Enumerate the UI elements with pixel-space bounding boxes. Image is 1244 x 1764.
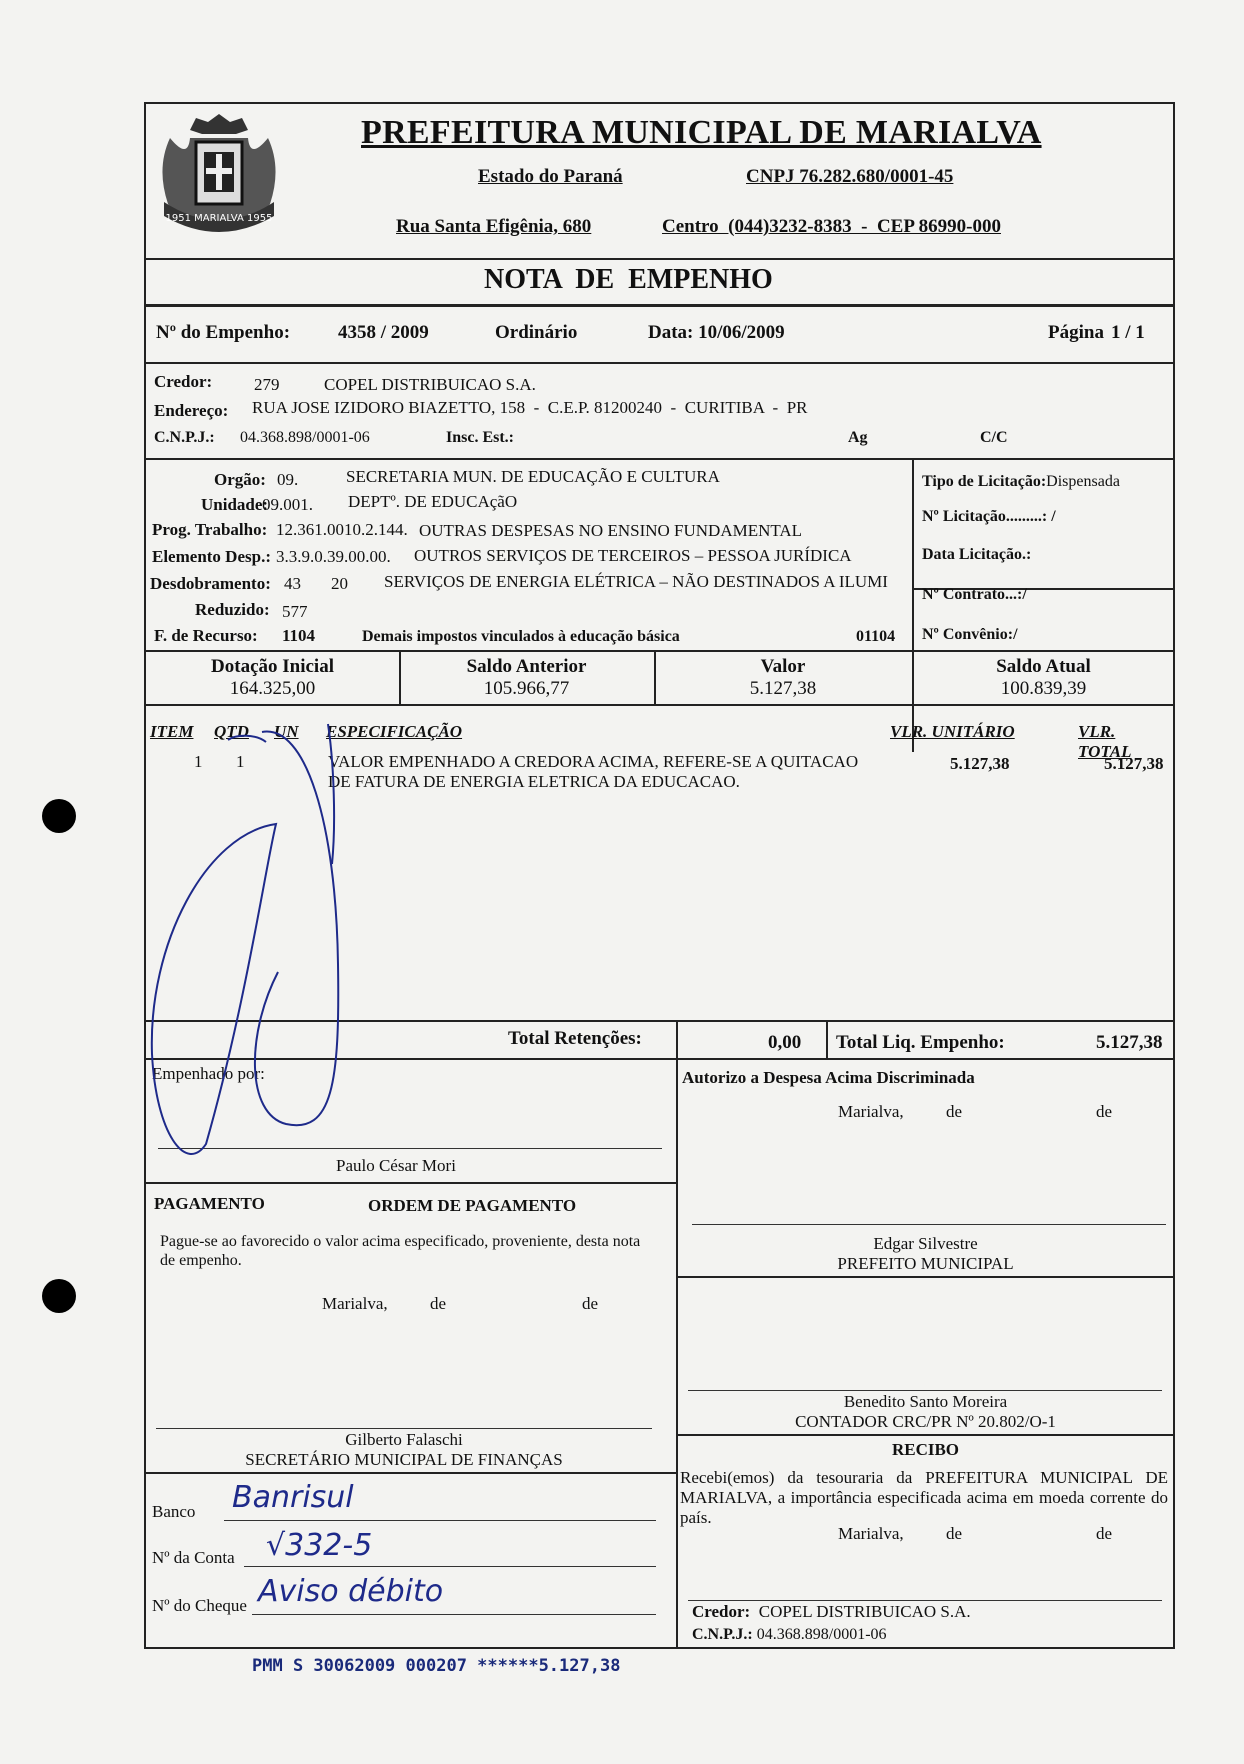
recibo-texto: Recebi(emos) da tesouraria da PREFEITURA MUNICIPAL DE MARIALVA, a importância especificada acima em moeda corrente do país. bbox=[680, 1468, 1168, 1527]
contador-cargo: CONTADOR CRC/PR Nº 20.802/O-1 bbox=[795, 1412, 1056, 1431]
fonte-code: 1104 bbox=[282, 626, 316, 645]
recibo-de2: de bbox=[1096, 1524, 1113, 1543]
item-number: 1 bbox=[194, 752, 203, 771]
empenhado-por-nome: Paulo César Mori bbox=[336, 1156, 456, 1175]
item-espec-line2: DE FATURA DE ENERGIA ELETRICA DA EDUCACAO. bbox=[328, 772, 740, 791]
pagamento-de1: de bbox=[430, 1294, 447, 1313]
ordem-pagamento-label: ORDEM DE PAGAMENTO bbox=[368, 1196, 577, 1215]
col-vlr-total: VLR. TOTAL bbox=[1078, 722, 1132, 761]
item-vlr-total: 5.127,38 bbox=[1104, 754, 1164, 773]
cheque-label: Nº do Cheque bbox=[152, 1596, 247, 1615]
elemento-label: Elemento Desp.: bbox=[152, 547, 271, 566]
recibo-cnpj-value: 04.368.898/0001-06 bbox=[756, 1626, 887, 1643]
pagamento-cargo: SECRETÁRIO MUNICIPAL DE FINANÇAS bbox=[245, 1450, 563, 1469]
header-cnpj: CNPJ 76.282.680/0001-45 bbox=[746, 166, 954, 187]
col-un: UN bbox=[274, 722, 299, 741]
total-retencoes-label: Total Retenções: bbox=[508, 1028, 642, 1049]
col-especificacao: ESPECIFICAÇÃO bbox=[326, 722, 463, 741]
orgao-label: Orgão: bbox=[214, 470, 266, 489]
pagamento-texto: Pague-se ao favorecido o valor acima especificado, proveniente, desta nota de empenho. bbox=[160, 1233, 641, 1269]
svg-text:1951 MARIALVA 1955: 1951 MARIALVA 1955 bbox=[165, 213, 273, 224]
valor-label: Valor bbox=[760, 656, 806, 677]
page-number: 1 / 1 bbox=[1111, 322, 1145, 343]
autorizo-de1: de bbox=[946, 1102, 963, 1121]
empenho-type: Ordinário bbox=[495, 322, 578, 343]
valor-value: 5.127,38 bbox=[749, 678, 817, 699]
pen-signature-stroke bbox=[146, 704, 406, 1244]
credor-name: COPEL DISTRIBUICAO S.A. bbox=[324, 375, 536, 394]
item-espec-line1: VALOR EMPENHADO A CREDORA ACIMA, REFERE-SE A QUITACAO bbox=[328, 752, 859, 771]
saldo-atual-label: Saldo Atual bbox=[996, 656, 1091, 677]
reduzido-value: 577 bbox=[282, 602, 308, 621]
coat-of-arms-logo bbox=[150, 108, 288, 242]
col-item: ITEM bbox=[150, 722, 194, 741]
cnpj-label: C.N.P.J.: bbox=[154, 429, 215, 446]
credor-cnpj: 04.368.898/0001-06 bbox=[240, 429, 370, 446]
tipo-licitacao bbox=[922, 473, 1120, 491]
total-liq-value: 5.127,38 bbox=[1096, 1032, 1163, 1053]
recibo-cnpj bbox=[692, 1626, 887, 1644]
cc-label: C/C bbox=[980, 429, 1008, 446]
empenho-number-label: Nº do Empenho: bbox=[156, 322, 291, 343]
autorizo-local: Marialva, bbox=[838, 1102, 904, 1121]
desdobramento-b: 20 bbox=[331, 574, 348, 593]
tipo-licitacao-value: Dispensada bbox=[1046, 473, 1120, 490]
saldo-atual-value: 100.839,39 bbox=[1000, 678, 1087, 699]
desdobramento-desc: SERVIÇOS DE ENERGIA ELÉTRICA – NÃO DESTINADOS A ILUMI bbox=[384, 572, 888, 591]
saldo-anterior-label: Saldo Anterior bbox=[466, 656, 587, 677]
prog-code: 12.361.0010.2.144. bbox=[276, 520, 408, 539]
fonte-label: F. de Recurso: bbox=[154, 626, 258, 645]
credor-label: Credor: bbox=[154, 372, 213, 391]
endereco-label: Endereço: bbox=[154, 401, 229, 420]
num-licitacao: Nº Licitação.........: / bbox=[922, 508, 1056, 525]
item-qtd: 1 bbox=[236, 752, 245, 771]
recibo-de1: de bbox=[946, 1524, 963, 1543]
unidade-desc: DEPTº. DE EDUCAçãO bbox=[348, 492, 518, 511]
dotacao-inicial-label: Dotação Inicial bbox=[211, 656, 334, 677]
doc-title: NOTA DE EMPENHO bbox=[484, 264, 773, 295]
recibo-credor-label: Credor: bbox=[692, 1602, 751, 1621]
col-qtd: QTD bbox=[214, 722, 249, 741]
dotacao-inicial-value: 164.325,00 bbox=[229, 678, 316, 699]
empenhado-por-label: Empenhado por: bbox=[152, 1064, 265, 1083]
fonte-desc: Demais impostos vinculados à educação básica bbox=[362, 628, 680, 645]
pagamento-de2: de bbox=[582, 1294, 599, 1313]
endereco: RUA JOSE IZIDORO BIAZETTO, 158 - C.E.P. 81200240 - CURITIBA - PR bbox=[252, 398, 808, 417]
col-vlr-unitario: VLR. UNITÁRIO bbox=[890, 722, 1015, 741]
ag-label: Ag bbox=[848, 429, 868, 446]
recibo-cnpj-label: C.N.P.J.: bbox=[692, 1626, 753, 1643]
banco-handwritten: Banrisul bbox=[232, 1480, 354, 1515]
desdobramento-label: Desdobramento: bbox=[150, 574, 271, 593]
empenho-number: 4358 / 2009 bbox=[338, 322, 429, 343]
orgao-code: 09. bbox=[277, 470, 299, 489]
recibo-credor-nome: COPEL DISTRIBUICAO S.A. bbox=[758, 1602, 971, 1621]
autorizo-cargo: PREFEITO MUNICIPAL bbox=[837, 1254, 1014, 1273]
data-licitacao: Data Licitação.: bbox=[922, 546, 1032, 563]
recibo-credor bbox=[692, 1602, 971, 1622]
payment-stamp: PMM S 30062009 000207 ******5.127,38 bbox=[252, 1656, 621, 1676]
nota-de-empenho-form bbox=[144, 102, 1175, 1649]
conta-label: Nº da Conta bbox=[152, 1548, 235, 1567]
page-label: Página bbox=[1048, 322, 1104, 343]
empenho-date: Data: 10/06/2009 bbox=[648, 322, 785, 343]
tipo-licitacao-label: Tipo de Licitação: bbox=[922, 473, 1047, 490]
saldo-anterior bbox=[399, 656, 654, 700]
header-title: PREFEITURA MUNICIPAL DE MARIALVA bbox=[361, 114, 1042, 151]
prog-label: Prog. Trabalho: bbox=[152, 520, 268, 539]
pagamento-local: Marialva, bbox=[322, 1294, 388, 1313]
header-address: Rua Santa Efigênia, 680 bbox=[396, 216, 592, 237]
contador-signer bbox=[676, 1392, 1175, 1432]
insc-est-label: Insc. Est.: bbox=[446, 429, 515, 446]
pagamento-signer bbox=[146, 1430, 662, 1470]
dotacao-inicial bbox=[146, 656, 399, 700]
credor-code: 279 bbox=[254, 375, 280, 394]
punch-hole-top bbox=[42, 799, 76, 833]
recibo-local: Marialva, bbox=[838, 1524, 904, 1543]
reduzido-label: Reduzido: bbox=[195, 600, 270, 619]
banco-label: Banco bbox=[152, 1502, 196, 1521]
autorizo-label: Autorizo a Despesa Acima Discriminada bbox=[682, 1068, 975, 1087]
pagamento-label: PAGAMENTO bbox=[154, 1194, 265, 1213]
num-contrato: Nº Contrato...:/ bbox=[922, 586, 1027, 603]
punch-hole-bottom bbox=[42, 1279, 76, 1313]
orgao-desc: SECRETARIA MUN. DE EDUCAÇÃO E CULTURA bbox=[346, 467, 720, 486]
item-vlr-unitario: 5.127,38 bbox=[950, 754, 1010, 773]
total-liq-label: Total Liq. Empenho: bbox=[836, 1032, 1005, 1053]
autorizo-nome: Edgar Silvestre bbox=[873, 1234, 978, 1253]
saldo-anterior-value: 105.966,77 bbox=[483, 678, 570, 699]
saldo-atual bbox=[912, 656, 1175, 700]
fonte-num: 01104 bbox=[856, 628, 896, 645]
unidade-code: 09.001. bbox=[262, 495, 313, 514]
header-state: Estado do Paraná bbox=[478, 166, 623, 187]
contador-nome: Benedito Santo Moreira bbox=[843, 1392, 1008, 1411]
desdobramento-a: 43 bbox=[284, 574, 301, 593]
cheque-handwritten: Aviso débito bbox=[258, 1574, 444, 1609]
elemento-desc: OUTROS SERVIÇOS DE TERCEIROS – PESSOA JURÍDICA bbox=[414, 546, 852, 565]
elemento-code: 3.3.9.0.39.00.00. bbox=[276, 547, 391, 566]
conta-handwritten: √332-5 bbox=[266, 1528, 373, 1563]
total-retencoes-value: 0,00 bbox=[768, 1032, 802, 1053]
valor bbox=[654, 656, 912, 700]
header-contact: Centro (044)3232-8383 - CEP 86990-000 bbox=[662, 216, 1001, 237]
pagamento-nome: Gilberto Falaschi bbox=[345, 1430, 463, 1449]
num-convenio: Nº Convênio:/ bbox=[922, 626, 1018, 643]
autorizo-signer bbox=[676, 1234, 1175, 1274]
unidade-label: Unidade: bbox=[201, 495, 269, 514]
recibo-label: RECIBO bbox=[891, 1440, 960, 1459]
prog-desc: OUTRAS DESPESAS NO ENSINO FUNDAMENTAL bbox=[419, 521, 803, 540]
autorizo-de2: de bbox=[1096, 1102, 1113, 1121]
